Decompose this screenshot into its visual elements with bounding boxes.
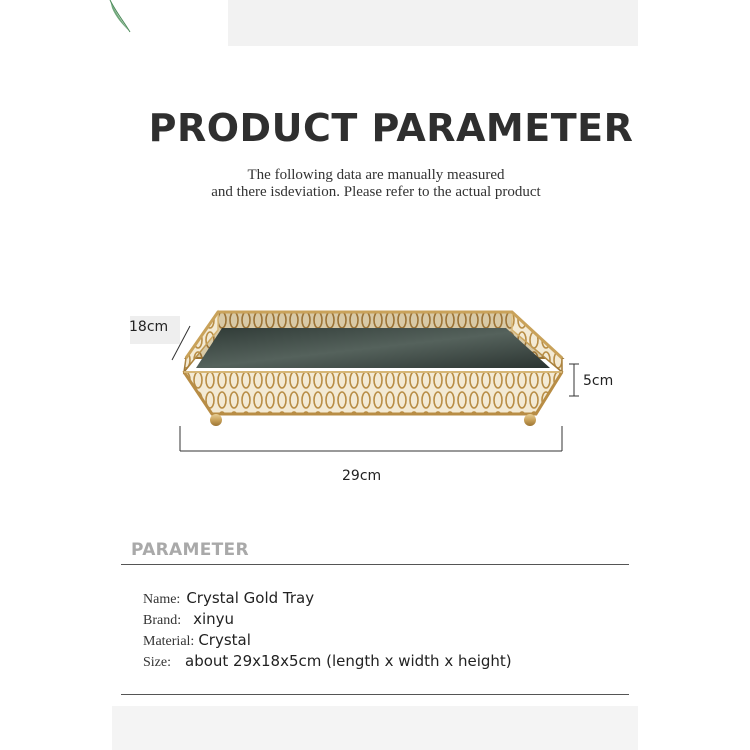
gold-tray-icon xyxy=(0,290,750,500)
divider-bottom xyxy=(121,694,629,695)
length-dimension-label: 29cm xyxy=(342,468,382,484)
disclaimer-line-1: The following data are manually measured xyxy=(247,167,505,183)
page-title: PRODUCT PARAMETER xyxy=(148,106,634,150)
spec-row-brand xyxy=(143,610,234,629)
top-background-band xyxy=(228,0,638,46)
leaf-icon xyxy=(108,0,134,34)
spec-label: Size: xyxy=(143,655,171,670)
height-dimension-label: 5cm xyxy=(583,373,614,389)
spec-value: Crystal xyxy=(198,631,251,649)
spec-label: Material: xyxy=(143,634,195,649)
spec-value: xinyu xyxy=(193,610,235,628)
spec-value: Crystal Gold Tray xyxy=(186,589,315,607)
product-figure xyxy=(0,290,750,500)
disclaimer-line-2: and there isdeviation. Please refer to the actual product xyxy=(211,184,541,200)
parameter-heading: PARAMETER xyxy=(131,540,249,560)
bottom-background-band xyxy=(112,706,638,750)
width-dimension-label: 18cm xyxy=(129,319,169,335)
spec-label: Name: xyxy=(143,592,181,607)
spec-label: Brand: xyxy=(143,613,182,628)
divider-top xyxy=(121,564,629,565)
spec-value: about 29x18x5cm (length x width x height) xyxy=(185,652,512,670)
spec-row-name xyxy=(143,589,314,608)
spec-row-material xyxy=(143,631,251,650)
spec-row-size xyxy=(143,652,512,671)
